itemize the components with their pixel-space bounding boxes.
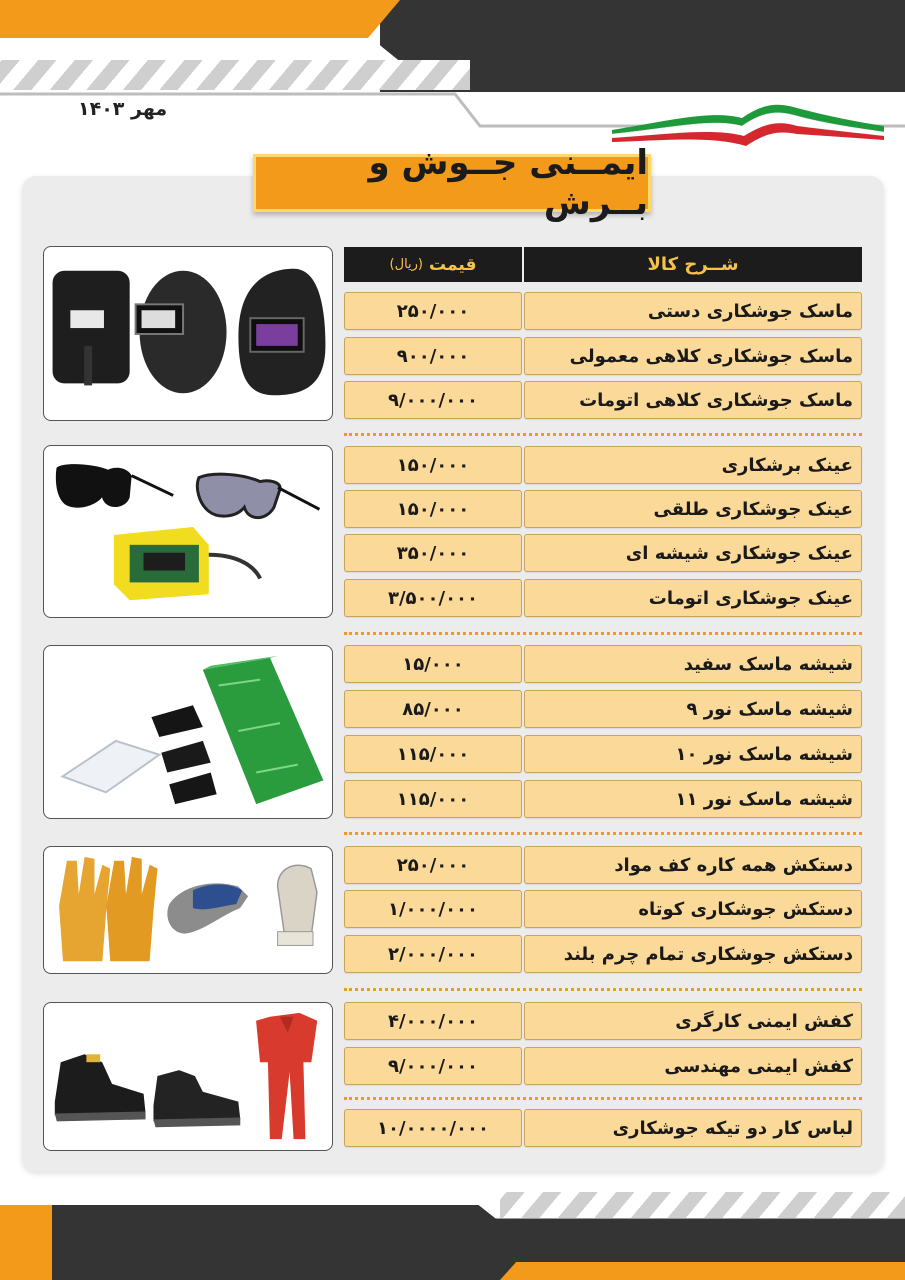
price-cell: ۳۵۰/۰۰۰ — [344, 534, 522, 572]
page-title: ایمــنی جــوش و بــرش — [368, 143, 648, 223]
price-cell: ۲۵۰/۰۰۰ — [344, 292, 522, 330]
description-cell: عینک جوشکاری طلقی — [524, 490, 862, 528]
description-cell: دستکش جوشکاری تمام چرم بلند — [524, 935, 862, 973]
price-cell: ۱۰/۰۰۰۰/۰۰۰ — [344, 1109, 522, 1147]
price-cell: ۱/۰۰۰/۰۰۰ — [344, 890, 522, 928]
group-divider — [344, 433, 862, 436]
welding-masks-image — [43, 246, 333, 421]
bottom-hazard-stripes — [500, 1192, 905, 1218]
table-row — [344, 1109, 862, 1147]
description-cell: کفش ایمنی مهندسی — [524, 1047, 862, 1085]
price-unit-label: (ریال) — [389, 257, 423, 272]
description-cell: شیشه ماسک سفید — [524, 645, 862, 683]
description-cell: عینک جوشکاری شیشه ای — [524, 534, 862, 572]
price-cell: ۹/۰۰۰/۰۰۰ — [344, 1047, 522, 1085]
table-row — [344, 534, 862, 572]
price-cell: ۲۵۰/۰۰۰ — [344, 846, 522, 884]
description-cell: ماسک جوشکاری کلاهی اتومات — [524, 381, 862, 419]
table-row — [344, 579, 862, 617]
price-cell: ۳/۵۰۰/۰۰۰ — [344, 579, 522, 617]
description-column-header: شــرح کالا — [524, 247, 862, 282]
price-cell: ۱۵/۰۰۰ — [344, 645, 522, 683]
title-banner — [253, 143, 651, 223]
table-row — [344, 1002, 862, 1040]
description-cell: لباس کار دو تیکه جوشکاری — [524, 1109, 862, 1147]
bottom-orange-block — [0, 1205, 52, 1280]
top-hazard-stripes — [0, 60, 470, 90]
glass-plates-icon — [44, 646, 332, 818]
table-row — [344, 490, 862, 528]
issue-date: مهر ۱۴۰۳ — [78, 98, 168, 120]
table-row — [344, 846, 862, 884]
description-cell: شیشه ماسک نور ۱۱ — [524, 780, 862, 818]
description-cell: دستکش جوشکاری کوتاه — [524, 890, 862, 928]
price-cell: ۸۵/۰۰۰ — [344, 690, 522, 728]
price-cell: ۱۵۰/۰۰۰ — [344, 446, 522, 484]
table-row — [344, 292, 862, 330]
table-row — [344, 337, 862, 375]
top-orange-banner — [0, 0, 400, 38]
description-cell: شیشه ماسک نور ۹ — [524, 690, 862, 728]
price-cell: ۴/۰۰۰/۰۰۰ — [344, 1002, 522, 1040]
table-row — [344, 890, 862, 928]
description-cell: کفش ایمنی کارگری — [524, 1002, 862, 1040]
welding-gloves-image — [43, 846, 333, 974]
description-cell: شیشه ماسک نور ۱۰ — [524, 735, 862, 773]
table-row — [344, 381, 862, 419]
safety-shoes-coverall-image — [43, 1002, 333, 1151]
group-divider — [344, 832, 862, 835]
description-cell: ماسک جوشکاری کلاهی معمولی — [524, 337, 862, 375]
welding-mask-icon — [44, 247, 332, 420]
table-row — [344, 1047, 862, 1085]
description-cell: دستکش همه کاره کف مواد — [524, 846, 862, 884]
iran-flag-icon — [612, 100, 884, 148]
price-cell: ۲/۰۰۰/۰۰۰ — [344, 935, 522, 973]
table-row — [344, 935, 862, 973]
price-cell: ۹۰۰/۰۰۰ — [344, 337, 522, 375]
group-divider — [344, 1097, 862, 1100]
bottom-orange-strip — [500, 1262, 905, 1280]
group-divider — [344, 988, 862, 991]
goggles-icon — [44, 446, 332, 617]
gloves-icon — [44, 847, 332, 973]
price-cell: ۱۱۵/۰۰۰ — [344, 735, 522, 773]
welding-goggles-image — [43, 445, 333, 618]
table-row — [344, 446, 862, 484]
table-row — [344, 780, 862, 818]
group-divider — [344, 632, 862, 635]
table-row — [344, 690, 862, 728]
price-cell: ۱۱۵/۰۰۰ — [344, 780, 522, 818]
description-cell: عینک جوشکاری اتومات — [524, 579, 862, 617]
price-cell: ۱۵۰/۰۰۰ — [344, 490, 522, 528]
table-row — [344, 735, 862, 773]
table-row — [344, 645, 862, 683]
safety-shoes-icon — [44, 1003, 332, 1150]
description-cell: ماسک جوشکاری دستی — [524, 292, 862, 330]
mask-glass-image — [43, 645, 333, 819]
price-cell: ۹/۰۰۰/۰۰۰ — [344, 381, 522, 419]
price-column-header — [344, 247, 522, 282]
description-cell: عینک برشکاری — [524, 446, 862, 484]
price-header-label: قیمت — [429, 254, 477, 275]
